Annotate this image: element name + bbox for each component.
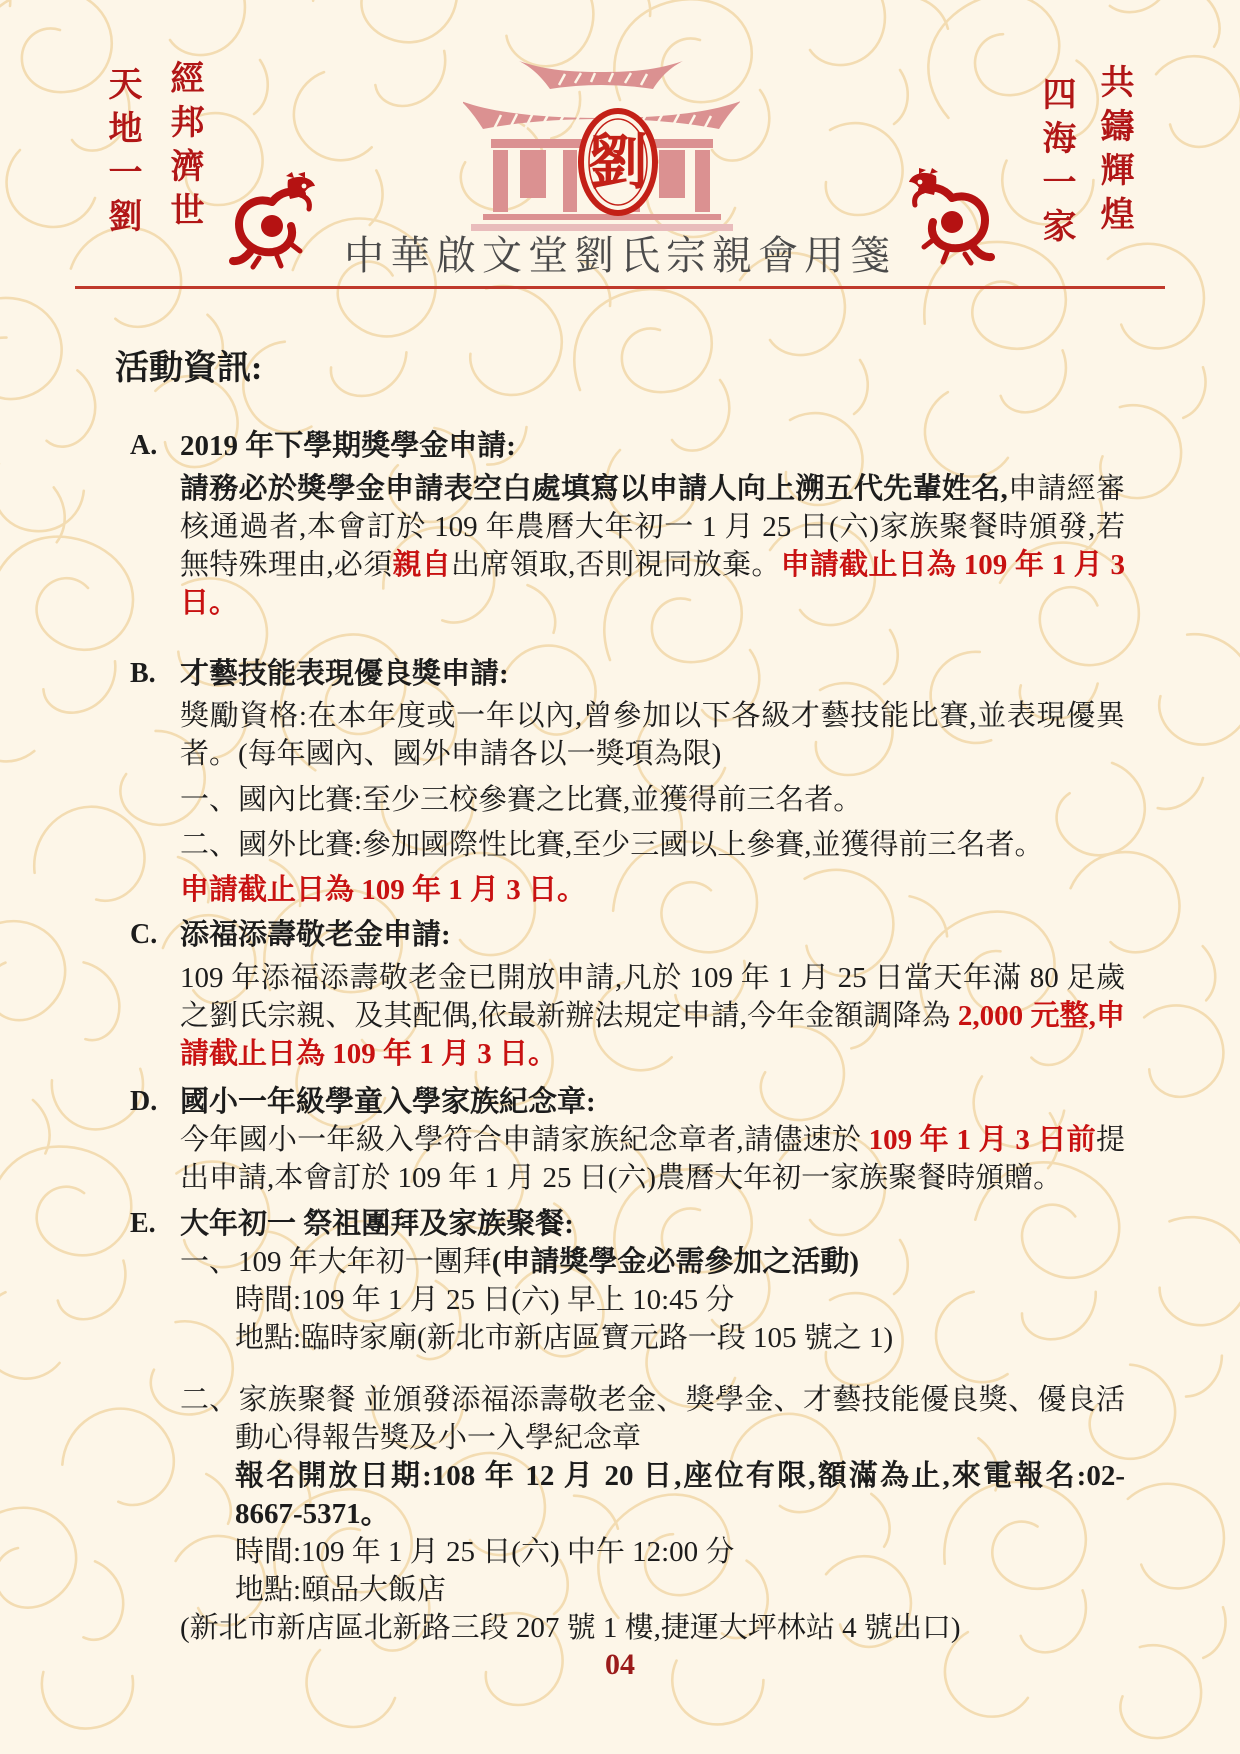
section-label: B. (130, 658, 156, 689)
paragraph: 獎勵資格:在本年度或一年以內,曾參加以下各級才藝技能比賽,並表現優異者。(每年國內、國外申請各以一獎項為限) (180, 700, 1125, 770)
event-place: 地點:頤品大飯店 (235, 1574, 447, 1606)
list-item: 二、家族聚餐 並頒發添福添壽敬老金、獎學金、才藝技能優良獎、優良活動心得報告獎及小一入學紀念章 (180, 1384, 1125, 1454)
event-time: 時間:109 年 1 月 25 日(六) 中午 12:00 分 (235, 1536, 735, 1568)
header-rule (75, 286, 1165, 289)
clan-seal (581, 111, 655, 213)
event-time: 時間:109 年 1 月 25 日(六) 早上 10:45 分 (235, 1284, 735, 1316)
section-a (130, 427, 1125, 622)
section-label: D. (130, 1086, 158, 1117)
section-title: 大年初一 祭祖團拜及家族聚餐: (180, 1208, 574, 1240)
list-item: 一、國內比賽:至少三校參賽之比賽,並獲得前三名者。 (180, 784, 863, 816)
section-b (130, 655, 1125, 909)
section-title: 2019 年下學期獎學金申請: (180, 430, 516, 462)
paragraph: 請務必於獎學金申請表空白處填寫以申請人向上溯五代先輩姓名,申請經審核通過者,本會訂於 109 年農曆大年初一 1 月 25 日(六)家族聚餐時頒發,若無特殊理由,必須親自出席領取,否則視同放棄。申請截止日為 109 年 1 月 3 日。 (180, 473, 1125, 619)
slogan-left-outer: 天地一劉 (103, 66, 140, 242)
section-title: 才藝技能表現優良獎申請: (180, 658, 509, 690)
page-title: 中華啟文堂劉氏宗親會用箋 (344, 233, 896, 278)
list-item: 一、109 年大年初一團拜(申請獎學金必需參加之活動) (180, 1246, 860, 1278)
paragraph: 今年國小一年級入學符合申請家族紀念章者,請儘速於 109 年 1 月 3 日前提出申請,本會訂於 109 年 1 月 25 日(六)農曆大年初一家族聚餐時頒贈。 (180, 1124, 1125, 1194)
paragraph: 109 年添福添壽敬老金已開放申請,凡於 109 年 1 月 25 日當天年滿 80 足歲之劉氏宗親、及其配偶,依最新辦法規定申請,今年金額調降為 2,000 元整,申請截止日為 109 年 1 月 3 日。 (180, 962, 1125, 1070)
section-label: E. (130, 1208, 156, 1239)
deadline-note: 申請截止日為 109 年 1 月 3 日。 (180, 874, 587, 906)
document-body (115, 348, 1125, 1647)
section-label: C. (130, 919, 158, 950)
section-title: 添福添壽敬老金申請: (180, 919, 451, 951)
dragon-icon-right (904, 168, 1000, 266)
temple-emblem (463, 55, 740, 240)
dragon-icon-left (228, 172, 316, 270)
list-item: 二、國外比賽:參加國際性比賽,至少三國以上參賽,並獲得前三名者。 (180, 829, 1044, 861)
slogan-left-inner: 經邦濟世 (165, 60, 202, 236)
section-d (130, 1083, 1125, 1197)
slogan-right-outer: 共鑄輝煌 (1095, 64, 1132, 240)
registration-note: 報名開放日期:108 年 12 月 20 日,座位有限,額滿為止,來電報名:02-8667-5371。 (235, 1460, 1125, 1530)
event-place: 地點:臨時家廟(新北市新店區寶元路一段 105 號之 1) (235, 1322, 894, 1354)
page-number: 04 (605, 1648, 635, 1681)
section-e (130, 1205, 1125, 1647)
section-label: A. (130, 430, 158, 461)
slogan-right-inner: 四海一家 (1037, 76, 1074, 252)
section-c (130, 916, 1125, 1073)
seal-character: 劉 (588, 130, 648, 196)
section-heading: 活動資訊: (115, 350, 263, 387)
section-title: 國小一年級學童入學家族紀念章: (180, 1086, 596, 1118)
event-address: (新北市新店區北新路三段 207 號 1 樓,捷運大坪林站 4 號出口) (180, 1612, 961, 1644)
